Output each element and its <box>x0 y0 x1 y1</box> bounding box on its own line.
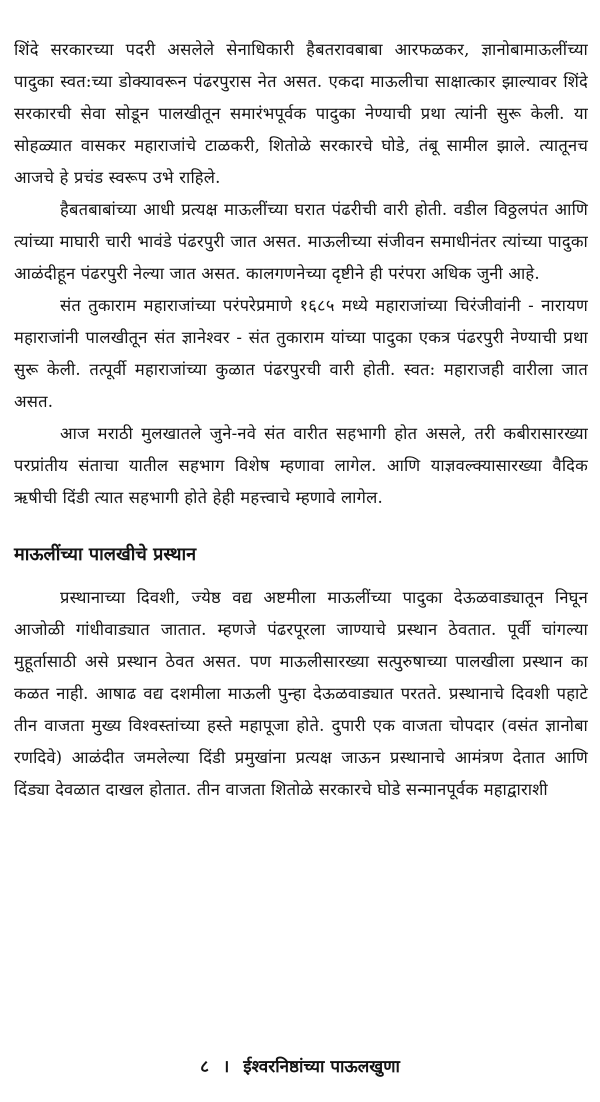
section-paragraph: प्रस्थानाच्या दिवशी, ज्येष्ठ वद्य अष्टमीला माऊलींच्या पादुका देऊळवाड्यातून निघून आजोळी गांधीवाड्यात जातात. म्हणजे पंढरपूरला जाण्याचे प्रस्थान ठेवतात. पूर्वी चांगल्या मुहूर्तासाठी असे प्रस्थान ठेवत असत. पण माऊलीसारख्या सत्पुरुषाच्या पालखीला प्रस्थान का कळत नाही. आषाढ वद्य दशमीला माऊली पुन्हा देऊळवाड्यात परतते. प्रस्थानाचे दिवशी पहाटे तीन वाजता मुख्य विश्वस्तांच्या हस्ते महापूजा होते. दुपारी एक वाजता चोपदार (वसंत ज्ञानोबा रणदिवे) आळंदीत जमलेल्या दिंडी प्रमुखांना प्रत्यक्ष जाऊन प्रस्थानाचे आमंत्रण देतात आणि दिंड्या देवळात दाखल होतात. तीन वाजता शितोळे सरकारचे घोडे सन्मानपूर्वक महाद्वाराशी <box>14 588 588 799</box>
paragraph-1: शिंदे सरकारच्या पदरी असलेले सेनाधिकारी हैबतरावबाबा आरफळकर, ज्ञानोबामाऊलींच्या पादुका स्वत:च्या डोक्यावरून पंढरपुरास नेत असत. एकदा माऊलीचा साक्षात्कार झाल्यावर शिंदे सरकारची सेवा सोडून पालखीतून समारंभपूर्वक पादुका नेण्याची प्रथा त्यांनी सुरू केली. या सोहळ्यात वासकर महाराजांचे टाळकरी, शितोळे सरकारचे घोडे, तंबू सामील झाले. त्यातूनच आजचे हे प्रचंड स्वरूप उभे राहिले. <box>14 40 588 187</box>
paragraph-2: हैबतबाबांच्या आधी प्रत्यक्ष माऊलींच्या घरात पंढरीची वारी होती. वडील विठ्ठलपंत आणि त्यांच्या माघारी चारी भावंडे पंढरपुरी जात असत. माऊलीच्या संजीवन समाधीनंतर त्यांच्या पादुका आळंदीहून पंढरपुरी नेल्या जात असत. कालगणनेच्या दृष्टीने ही परंपरा अधिक जुनी आहे. <box>14 200 588 283</box>
book-title: ईश्वरनिष्ठांच्या पाऊलखुणा <box>243 1057 400 1077</box>
section-heading: माऊलींच्या पालखीचे प्रस्थान <box>14 544 197 565</box>
footer-separator: । <box>222 1057 230 1077</box>
page-footer <box>0 1054 600 1077</box>
paragraph-3: संत तुकाराम महाराजांच्या परंपरेप्रमाणे १६८५ मध्ये महाराजांच्या चिरंजीवांनी - नारायण महाराजांनी पालखीतून संत ज्ञानेश्वर - संत तुकाराम यांच्या पादुका एकत्र पंढरपुरी नेण्याची प्रथा सुरू केली. तत्पूर्वी महाराजांच्या कुळात पंढरपुरची वारी होती. स्वत: महाराजही वारीला जात असत. <box>14 296 588 411</box>
paragraph-4: आज मराठी मुलखातले जुने-नवे संत वारीत सहभागी होत असले, तरी कबीरासारख्या परप्रांतीय संताचा यातील सहभाग विशेष म्हणावा लागेल. आणि याज्ञवल्क्यासारख्या वैदिक ऋषीची दिंडी त्यात सहभागी होते हेही महत्त्वाचे म्हणावे लागेल. <box>14 424 588 507</box>
page-number: ८ <box>200 1057 209 1077</box>
